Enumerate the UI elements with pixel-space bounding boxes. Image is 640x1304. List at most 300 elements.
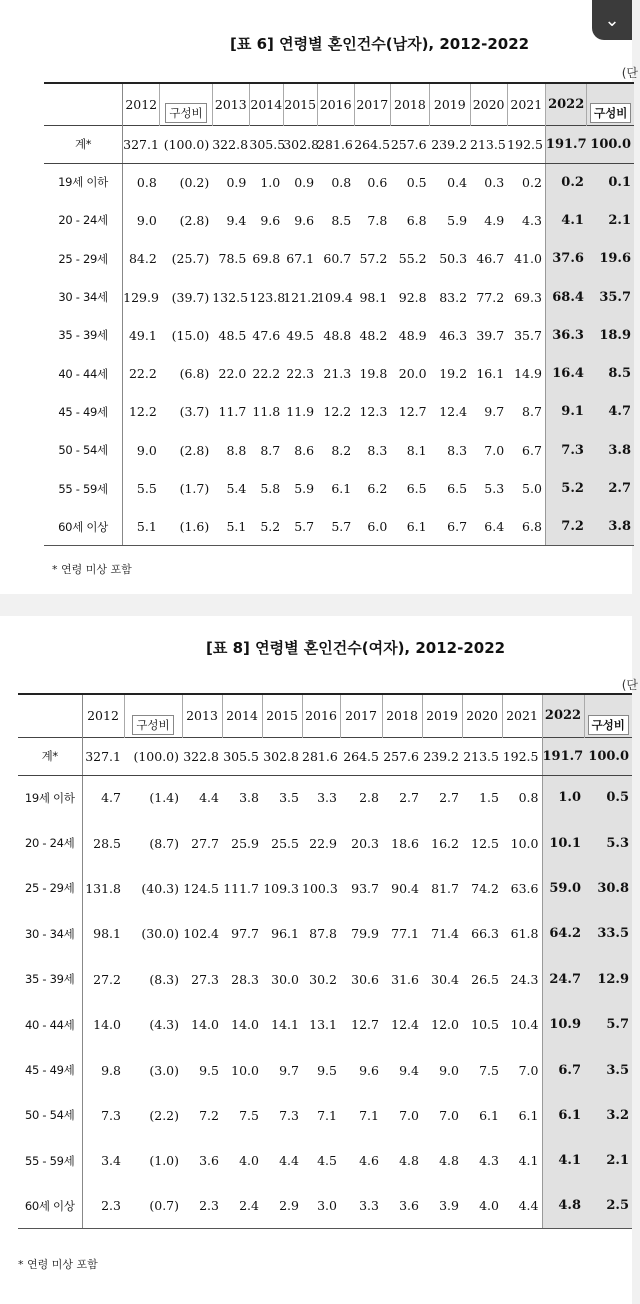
- value-cell: 257.6: [382, 737, 422, 775]
- row-label: 20 - 24세: [18, 820, 82, 865]
- value-cell: 68.4: [545, 278, 587, 316]
- value-cell: 7.1: [359, 1107, 379, 1123]
- value-cell: 5.2: [545, 469, 587, 507]
- value-cell: 46.3: [439, 327, 468, 343]
- value-cell: 22.3: [286, 366, 315, 382]
- share-cell: 100.0: [584, 737, 632, 775]
- value-cell: 46.7: [476, 251, 505, 267]
- row-label: 45 - 49세: [44, 393, 123, 431]
- row-label: 19세 이하: [44, 163, 123, 201]
- header-label: 구성비: [590, 103, 631, 123]
- value-cell: 102.4: [183, 926, 219, 942]
- value-cell: 93.7: [351, 880, 379, 896]
- value-cell: 4.0: [239, 1153, 259, 1169]
- header-label: 2018: [386, 708, 418, 724]
- value-cell: 97.7: [231, 926, 259, 942]
- header-year: [123, 83, 160, 125]
- table-title: [표 8] 연령별 혼인건수(여자), 2012-2022: [206, 639, 506, 657]
- value-cell: 4.8: [542, 1184, 584, 1229]
- value-cell: 37.6: [545, 240, 587, 278]
- value-cell: 5.1: [123, 508, 160, 546]
- value-cell: 9.7: [279, 1062, 299, 1078]
- value-cell: 8.1: [406, 442, 427, 458]
- row-label: 30 - 34세: [44, 278, 123, 316]
- value-cell: 64.2: [542, 911, 584, 956]
- share-cell: 8.5: [587, 354, 634, 392]
- header-label: 2012: [87, 708, 119, 724]
- value-cell: 35.7: [514, 327, 542, 343]
- value-cell: 281.6: [302, 737, 340, 775]
- share-cell: (2.2): [149, 1107, 179, 1123]
- value-cell: 5.0: [522, 481, 542, 497]
- value-cell: 41.0: [514, 251, 542, 267]
- value-cell: 71.4: [431, 926, 459, 942]
- header-label: 구성비: [588, 715, 629, 735]
- value-cell: 4.0: [462, 1184, 502, 1229]
- value-cell: 77.2: [476, 289, 505, 305]
- header-share: [160, 83, 212, 125]
- value-cell: 26.5: [471, 971, 499, 987]
- value-cell: 22.0: [218, 366, 247, 382]
- header-year: [422, 694, 462, 737]
- value-cell: 10.4: [510, 1017, 539, 1033]
- value-cell: 12.2: [323, 404, 352, 420]
- value-cell: 2.9: [262, 1184, 302, 1229]
- value-cell: 8.8: [226, 442, 247, 458]
- value-cell: 131.8: [85, 880, 121, 896]
- value-cell: 66.3: [471, 926, 499, 942]
- value-cell: 327.1: [82, 737, 124, 775]
- value-cell: 7.5: [479, 1062, 499, 1078]
- value-cell: 123.8: [249, 289, 286, 305]
- value-cell: 4.3: [522, 212, 542, 228]
- share-cell: (4.3): [149, 1017, 179, 1033]
- value-cell: 14.0: [191, 1017, 219, 1033]
- value-cell: 48.8: [323, 327, 352, 343]
- header-label: 2017: [356, 96, 389, 112]
- header-year: [302, 694, 340, 737]
- male-marriage-table-panel: [0, 0, 638, 594]
- value-cell: 19.8: [359, 366, 388, 382]
- value-cell: 5.9: [447, 212, 468, 228]
- value-cell: 5.4: [226, 481, 247, 497]
- header-label: 2016: [319, 96, 352, 112]
- header-corner: [18, 694, 82, 737]
- value-cell: 3.3: [340, 1184, 382, 1229]
- value-cell: 9.5: [317, 1062, 337, 1078]
- value-cell: 11.9: [286, 404, 315, 420]
- value-cell: 9.6: [294, 212, 315, 228]
- value-cell: 22.9: [309, 835, 337, 851]
- share-cell: (1.0): [149, 1153, 179, 1169]
- value-cell: 213.5: [462, 737, 502, 775]
- value-cell: 39.7: [476, 327, 505, 343]
- value-cell: 4.3: [479, 1153, 499, 1169]
- value-cell: 14.0: [93, 1017, 121, 1033]
- marriage-table-male: [44, 82, 634, 546]
- value-cell: 8.3: [367, 442, 388, 458]
- value-cell: 0.9: [294, 174, 315, 190]
- value-cell: 6.0: [354, 508, 390, 546]
- share-cell: (30.0): [141, 926, 179, 942]
- header-year: [507, 83, 545, 125]
- value-cell: 6.5: [447, 481, 468, 497]
- value-cell: 19.2: [439, 366, 468, 382]
- value-cell: 0.8: [136, 174, 157, 190]
- value-cell: 20.0: [398, 366, 427, 382]
- value-cell: 12.2: [128, 404, 157, 420]
- value-cell: 7.0: [518, 1062, 539, 1078]
- value-cell: 79.9: [351, 926, 379, 942]
- value-cell: 28.5: [93, 835, 121, 851]
- value-cell: 30.6: [351, 971, 379, 987]
- value-cell: 9.6: [260, 212, 281, 228]
- value-cell: 10.5: [471, 1017, 499, 1033]
- header-label: 2014: [226, 708, 258, 724]
- share-cell: 12.9: [584, 957, 632, 1002]
- value-cell: 2.7: [399, 790, 419, 806]
- value-cell: 98.1: [93, 926, 121, 942]
- value-cell: 16.2: [431, 835, 459, 851]
- value-cell: 4.6: [359, 1153, 379, 1169]
- share-cell: 19.6: [587, 240, 634, 278]
- value-cell: 8.3: [447, 442, 468, 458]
- header-label: 2021: [506, 708, 538, 724]
- value-cell: 111.7: [223, 880, 259, 896]
- value-cell: 12.5: [471, 835, 499, 851]
- value-cell: 18.6: [391, 835, 419, 851]
- value-cell: 12.4: [391, 1017, 419, 1033]
- header-label: 2019: [426, 708, 458, 724]
- share-cell: (1.4): [149, 790, 179, 806]
- value-cell: 4.9: [484, 212, 505, 228]
- header-year: [354, 83, 390, 125]
- value-cell: 5.1: [212, 508, 249, 546]
- row-label: 25 - 29세: [44, 240, 123, 278]
- value-cell: 74.2: [471, 880, 499, 896]
- value-cell: 25.9: [231, 835, 259, 851]
- value-cell: 5.9: [294, 481, 315, 497]
- value-cell: 59.0: [542, 866, 584, 911]
- header-year: [430, 83, 470, 125]
- value-cell: 8.2: [331, 442, 352, 458]
- header-corner: [44, 83, 123, 125]
- value-cell: 4.4: [502, 1184, 542, 1229]
- value-cell: 8.6: [294, 442, 315, 458]
- value-cell: 6.1: [331, 481, 352, 497]
- value-cell: 2.7: [439, 790, 459, 806]
- header-label: 2022: [544, 708, 582, 724]
- value-cell: 2.3: [182, 1184, 222, 1229]
- value-cell: 10.1: [542, 820, 584, 865]
- header-label: 2015: [266, 708, 298, 724]
- share-cell: 3.8: [587, 431, 634, 469]
- value-cell: 7.0: [399, 1107, 419, 1123]
- value-cell: 6.7: [542, 1047, 584, 1092]
- value-cell: 0.8: [518, 790, 539, 806]
- table-row: [44, 508, 634, 546]
- header-label: 2017: [345, 708, 377, 724]
- value-cell: 87.8: [309, 926, 337, 942]
- header-label: 2014: [250, 96, 283, 112]
- value-cell: 6.1: [518, 1107, 539, 1123]
- table-row: [18, 1184, 632, 1229]
- value-cell: 3.4: [101, 1153, 121, 1169]
- table-row: [44, 316, 634, 354]
- row-label: 25 - 29세: [18, 866, 82, 911]
- table-row: [18, 866, 632, 911]
- value-cell: 7.3: [101, 1107, 121, 1123]
- footnote: * 연령 미상 포함: [52, 563, 132, 576]
- table-row: [18, 775, 632, 820]
- value-cell: 14.0: [231, 1017, 259, 1033]
- table-row: [44, 201, 634, 239]
- value-cell: 12.7: [351, 1017, 379, 1033]
- value-cell: 302.8: [262, 737, 302, 775]
- share-cell: 100.0: [587, 125, 634, 163]
- value-cell: 2.4: [222, 1184, 262, 1229]
- share-cell: (6.8): [179, 366, 210, 382]
- row-label: 20 - 24세: [44, 201, 123, 239]
- value-cell: 47.6: [252, 327, 281, 343]
- footnote: * 연령 미상 포함: [18, 1258, 98, 1271]
- share-cell: (2.8): [179, 442, 210, 458]
- value-cell: 6.1: [479, 1107, 499, 1123]
- value-cell: 30.2: [309, 971, 337, 987]
- header-share: [587, 83, 634, 125]
- marriage-table-female: [18, 693, 632, 1229]
- share-cell: 33.5: [584, 911, 632, 956]
- value-cell: 9.0: [439, 1062, 459, 1078]
- value-cell: 5.8: [260, 481, 281, 497]
- table-row: [18, 1138, 632, 1183]
- value-cell: 109.4: [317, 289, 353, 305]
- value-cell: 83.2: [439, 289, 468, 305]
- value-cell: 0.9: [226, 174, 247, 190]
- header-year: [462, 694, 502, 737]
- row-label: 계*: [44, 125, 123, 163]
- header-row: [18, 694, 632, 737]
- row-label: 계*: [18, 737, 82, 775]
- value-cell: 22.2: [128, 366, 157, 382]
- share-cell: (8.3): [149, 971, 179, 987]
- header-label: 2019: [433, 96, 466, 112]
- header-year: [470, 83, 507, 125]
- value-cell: 4.1: [518, 1153, 539, 1169]
- table-row: [44, 354, 634, 392]
- value-cell: 7.1: [317, 1107, 337, 1123]
- value-cell: 4.8: [399, 1153, 419, 1169]
- value-cell: 239.2: [422, 737, 462, 775]
- share-cell: 0.1: [587, 163, 634, 201]
- value-cell: 31.6: [391, 971, 419, 987]
- value-cell: 6.8: [406, 212, 427, 228]
- value-cell: 30.4: [431, 971, 459, 987]
- value-cell: 24.3: [510, 971, 539, 987]
- value-cell: 7.0: [439, 1107, 459, 1123]
- share-cell: (1.6): [160, 508, 212, 546]
- header-year: [382, 694, 422, 737]
- header-year: [545, 83, 587, 125]
- value-cell: 4.1: [545, 201, 587, 239]
- header-label: 2015: [284, 96, 317, 112]
- value-cell: 27.3: [191, 971, 219, 987]
- value-cell: 8.7: [522, 404, 542, 420]
- table-row: [44, 469, 634, 507]
- value-cell: 4.5: [317, 1153, 337, 1169]
- share-cell: 18.9: [587, 316, 634, 354]
- table-title: [표 6] 연령별 혼인건수(남자), 2012-2022: [230, 35, 530, 53]
- header-label: 2016: [305, 708, 337, 724]
- header-row: [44, 83, 634, 125]
- value-cell: 27.2: [93, 971, 121, 987]
- value-cell: 78.5: [218, 251, 247, 267]
- value-cell: 6.7: [430, 508, 470, 546]
- value-cell: 191.7: [542, 737, 584, 775]
- row-label: 30 - 34세: [18, 911, 82, 956]
- value-cell: 63.6: [510, 880, 539, 896]
- value-cell: 1.0: [260, 174, 281, 190]
- row-label: 35 - 39세: [18, 957, 82, 1002]
- table-row: [44, 431, 634, 469]
- header-year: [390, 83, 429, 125]
- value-cell: 3.6: [382, 1184, 422, 1229]
- value-cell: 9.5: [199, 1062, 219, 1078]
- header-year: [182, 694, 222, 737]
- value-cell: 0.4: [447, 174, 468, 190]
- share-cell: (3.7): [179, 404, 210, 420]
- value-cell: 4.1: [542, 1138, 584, 1183]
- value-cell: 10.0: [510, 835, 539, 851]
- header-year: [502, 694, 542, 737]
- value-cell: 96.1: [271, 926, 299, 942]
- header-label: 2018: [394, 96, 426, 112]
- value-cell: 192.5: [507, 125, 545, 163]
- value-cell: 55.2: [398, 251, 427, 267]
- value-cell: 5.2: [249, 508, 283, 546]
- share-cell: (39.7): [171, 289, 210, 305]
- value-cell: 9.1: [545, 393, 587, 431]
- value-cell: 5.3: [484, 481, 505, 497]
- unit-label: (단: [621, 66, 638, 80]
- table-row: [44, 163, 634, 201]
- value-cell: 84.2: [128, 251, 157, 267]
- value-cell: 6.7: [522, 442, 542, 458]
- value-cell: 322.8: [182, 737, 222, 775]
- value-cell: 5.5: [136, 481, 157, 497]
- value-cell: 3.8: [239, 790, 259, 806]
- share-cell: 3.2: [584, 1093, 632, 1138]
- share-cell: 3.5: [584, 1047, 632, 1092]
- share-cell: 2.1: [584, 1138, 632, 1183]
- value-cell: 281.6: [317, 125, 354, 163]
- value-cell: 21.3: [323, 366, 352, 382]
- header-label: 2021: [510, 96, 543, 112]
- value-cell: 6.8: [507, 508, 545, 546]
- value-cell: 90.4: [391, 880, 419, 896]
- value-cell: 109.3: [263, 880, 299, 896]
- value-cell: 0.5: [406, 174, 427, 190]
- chevron-down-icon[interactable]: ⌄: [592, 0, 632, 40]
- share-cell: (25.7): [171, 251, 210, 267]
- header-label: 2013: [214, 96, 247, 112]
- value-cell: 25.5: [271, 835, 299, 851]
- table-row: [18, 911, 632, 956]
- value-cell: 191.7: [545, 125, 587, 163]
- table-row: [18, 1047, 632, 1092]
- value-cell: 92.8: [398, 289, 427, 305]
- row-label: 60세 이상: [18, 1184, 82, 1229]
- value-cell: 2.3: [82, 1184, 124, 1229]
- value-cell: 6.4: [470, 508, 507, 546]
- share-cell: (0.7): [124, 1184, 182, 1229]
- value-cell: 81.7: [431, 880, 459, 896]
- value-cell: 67.1: [286, 251, 315, 267]
- share-cell: (1.7): [179, 481, 210, 497]
- value-cell: 1.0: [542, 775, 584, 820]
- share-cell: 30.8: [584, 866, 632, 911]
- value-cell: 98.1: [359, 289, 388, 305]
- value-cell: 264.5: [340, 737, 382, 775]
- value-cell: 14.9: [514, 366, 542, 382]
- value-cell: 7.8: [367, 212, 388, 228]
- value-cell: 8.7: [260, 442, 281, 458]
- value-cell: 27.7: [191, 835, 219, 851]
- row-label: 60세 이상: [44, 508, 123, 546]
- row-label: 55 - 59세: [18, 1138, 82, 1183]
- value-cell: 11.7: [218, 404, 247, 420]
- value-cell: 49.5: [286, 327, 315, 343]
- value-cell: 57.2: [359, 251, 388, 267]
- value-cell: 257.6: [390, 125, 429, 163]
- share-cell: 5.7: [584, 1002, 632, 1047]
- value-cell: 4.7: [101, 790, 121, 806]
- share-cell: (2.8): [179, 212, 210, 228]
- value-cell: 49.1: [128, 327, 157, 343]
- value-cell: 100.3: [302, 880, 338, 896]
- share-cell: 3.8: [587, 508, 634, 546]
- value-cell: 8.5: [331, 212, 352, 228]
- value-cell: 3.3: [317, 790, 337, 806]
- value-cell: 10.0: [231, 1062, 259, 1078]
- value-cell: 9.0: [136, 442, 157, 458]
- share-cell: (0.2): [179, 174, 210, 190]
- value-cell: 0.2: [545, 163, 587, 201]
- value-cell: 192.5: [502, 737, 542, 775]
- share-cell: (40.3): [141, 880, 179, 896]
- table-row: [18, 1093, 632, 1138]
- value-cell: 12.4: [439, 404, 468, 420]
- value-cell: 6.1: [390, 508, 429, 546]
- row-label: 40 - 44세: [18, 1002, 82, 1047]
- value-cell: 132.5: [212, 289, 249, 305]
- share-cell: 35.7: [587, 278, 634, 316]
- value-cell: 9.4: [399, 1062, 419, 1078]
- value-cell: 12.3: [359, 404, 388, 420]
- value-cell: 22.2: [252, 366, 281, 382]
- value-cell: 4.4: [279, 1153, 299, 1169]
- value-cell: 50.3: [439, 251, 468, 267]
- value-cell: 0.6: [367, 174, 388, 190]
- value-cell: 3.0: [302, 1184, 340, 1229]
- table-row: [18, 957, 632, 1002]
- value-cell: 264.5: [354, 125, 390, 163]
- header-year: [212, 83, 249, 125]
- row-label: 40 - 44세: [44, 354, 123, 392]
- value-cell: 239.2: [430, 125, 470, 163]
- value-cell: 9.7: [484, 404, 505, 420]
- value-cell: 5.7: [317, 508, 354, 546]
